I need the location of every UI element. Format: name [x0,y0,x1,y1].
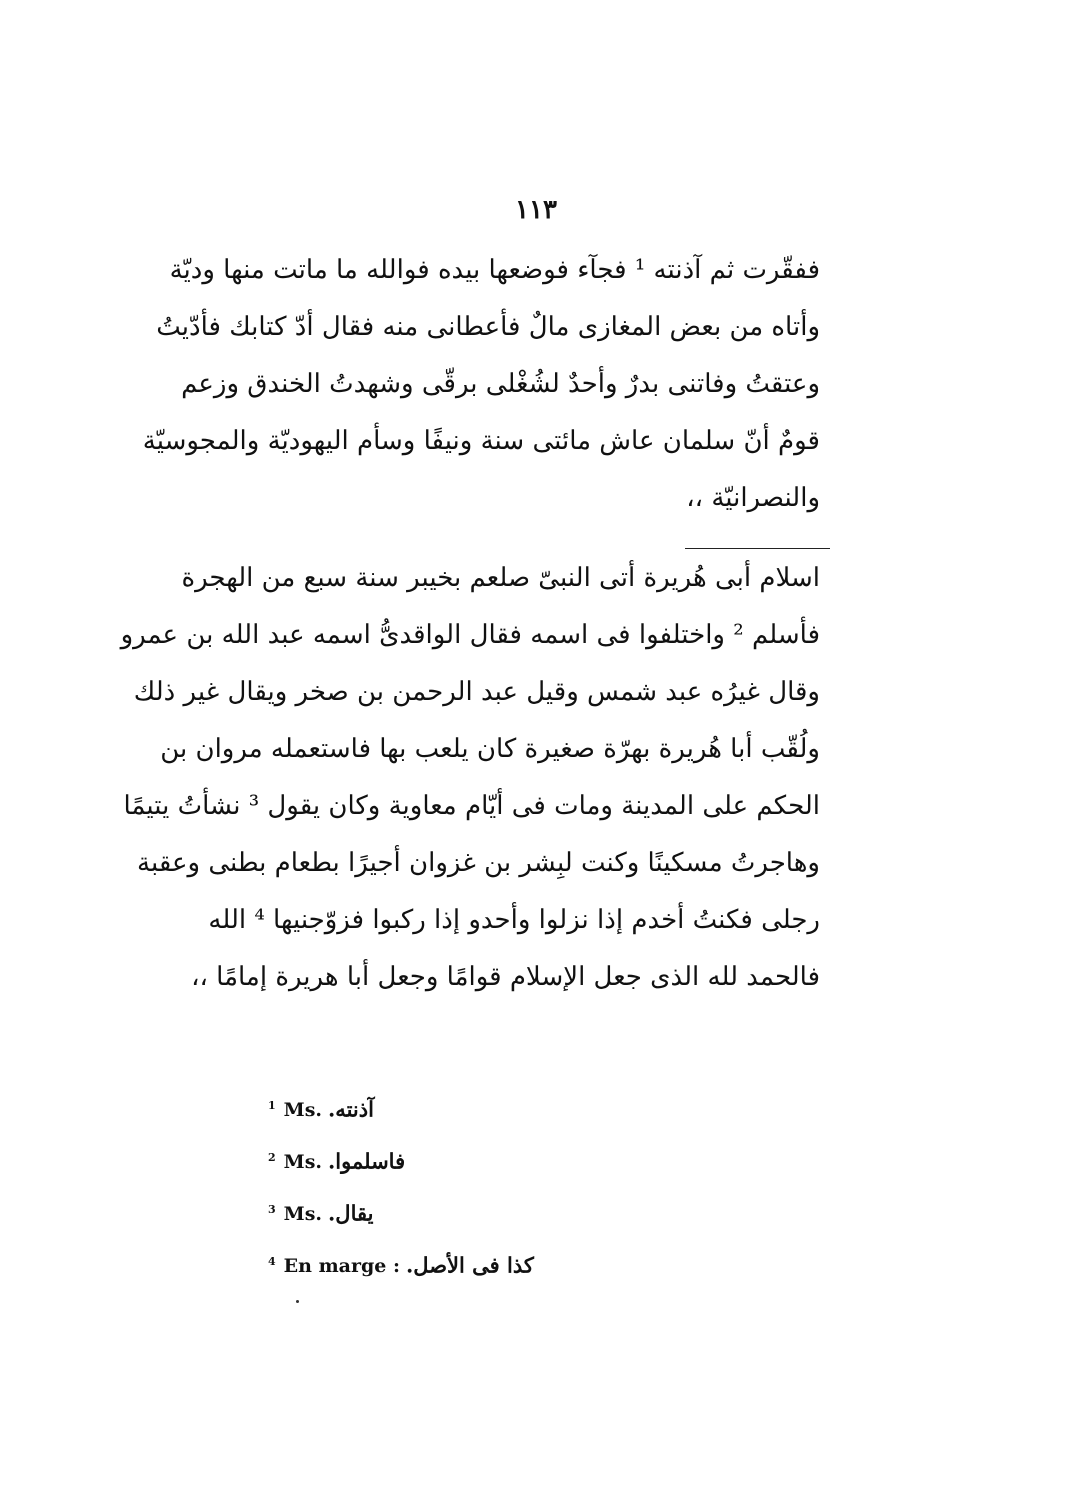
footnote-number: 3 [268,1203,276,1216]
footnote-number: 1 [268,1099,276,1112]
footnotes [268,1080,688,1288]
text-line: اسلام أبى هُريرة أتى النبىّ صلعم بخيبر سنة سبع من الهجرة [181,563,820,593]
text-line: وعتقتُ وفاتنى بدرٌ وأحدٌ لشُغْلى برقّى وشهدتُ الخندق وزعم [181,369,820,399]
text-line: وأتاه من بعض المغازى مالٌ فأعطانى منه فقال أدّ كتابك فأدّيتُ [156,312,820,342]
section-divider [685,548,830,549]
paragraph-2 [120,550,820,1006]
footnote-text: فاسلموا. [328,1148,406,1174]
text-line: رجلى فكنتُ أخدم إذا نزلوا وأحدو إذا ركبوا فزوّجنيها ⁴ الله [208,905,820,935]
text-line: ففقّرت ثم آذنته ¹ فجآء فوضعها بيده فوالله ما ماتت منها وديّة [169,255,820,285]
text-line: وقال غيرُه عبد شمس وقيل عبد الرحمن بن صخر ويقال غير ذلك [133,677,820,707]
text-line: والنصرانيّة ،، [686,483,820,513]
paragraph-1 [142,242,820,527]
footnote [268,1184,688,1236]
footnote-text: يقال. [328,1200,374,1226]
footnote [268,1080,688,1132]
text-line: فأسلم ² واختلفوا فى اسمه فقال الواقدىُّ اسمه عبد الله بن عمرو [120,620,820,650]
text-line: قومٌ أنّ سلمان عاش مائتى سنة ونيفًا وسأم اليهوديّة والمجوسيّة [142,426,820,456]
footnote-number: 2 [268,1151,276,1164]
text-line: فالحمد لله الذى جعل الإسلام قوامًا وجعل أبا هريرة إمامًا ،، [191,962,820,992]
footnote [268,1132,688,1184]
footnote [268,1236,688,1288]
footnote-label: Ms. [283,1151,322,1174]
footnote-text: كذا فى الأصل. [406,1252,534,1278]
footnote-label: Ms. [283,1203,322,1226]
footnote-number: 4 [268,1255,276,1268]
ink-speck [296,1300,299,1303]
text-line: ولُقّب أبا هُريرة بهرّة صغيرة كان يلعب بها فاستعمله مروان بن [160,734,820,764]
footnote-label: Ms. [283,1099,322,1122]
text-line: وهاجرتُ مسكينًا وكنت لبِشر بن غزوان أجيرًا بطعام بطنى وعقبة [137,848,820,878]
footnote-text: آذنته. [328,1096,374,1122]
text-line: الحكم على المدينة ومات فى أيّام معاوية وكان يقول ³ نشأتُ يتيمًا [123,791,820,821]
footnote-label: En marge : [283,1255,400,1278]
page-number: ١١٣ [515,195,557,225]
